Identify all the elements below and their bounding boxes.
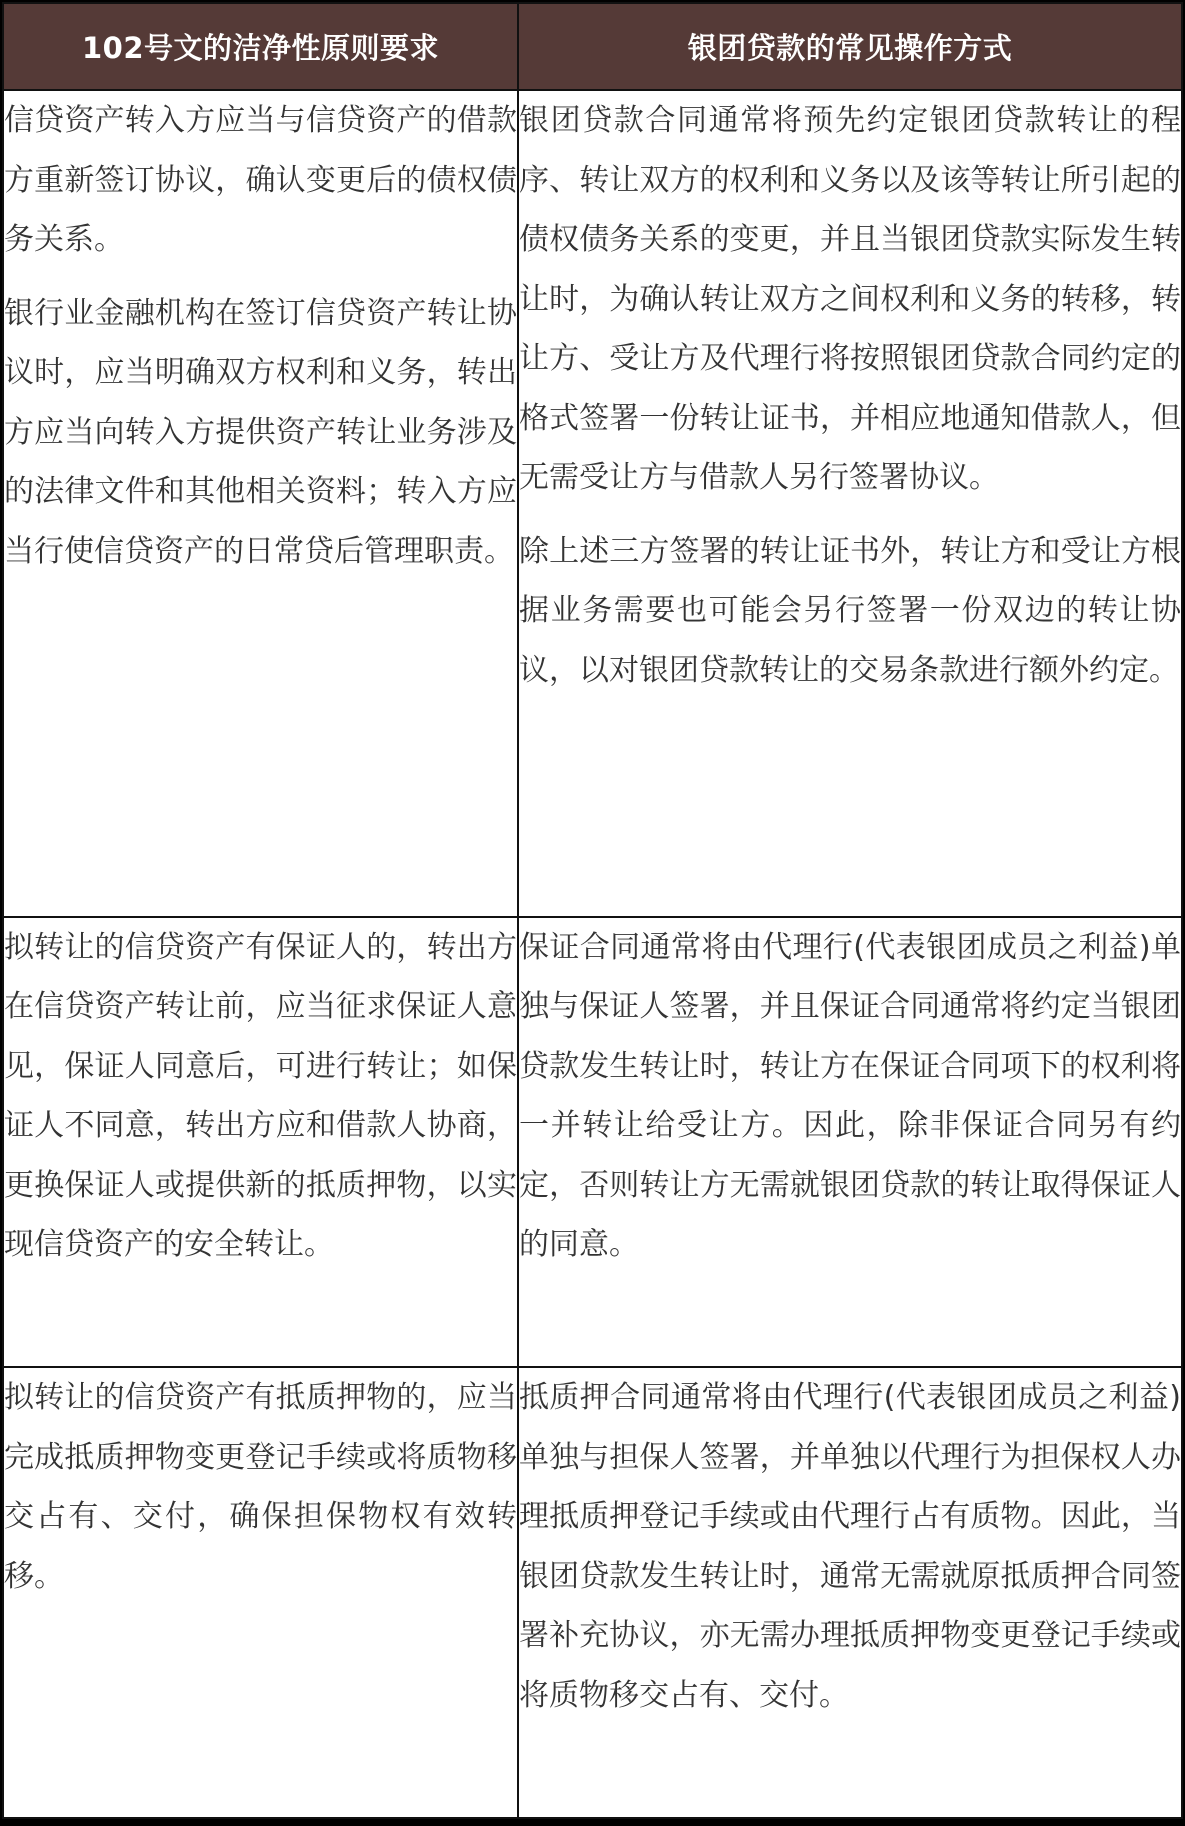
cell-requirement [3,917,518,1368]
paragraph: 除上述三方签署的转让证书外，转让方和受让方根据业务需要也可能会另行签署一份双边的转让协议，以对银团贷款转让的交易条款进行额外约定。 [519,533,1181,688]
comparison-table [2,2,1183,1819]
table-row [3,917,1182,1368]
cell-practice [518,917,1182,1368]
paragraph: 银团贷款合同通常将预先约定银团贷款转让的程序、转让双方的权利和义务以及该等转让所引起的债权债务关系的变更，并且当银团贷款实际发生转让时，为确认转让双方之间权利和义务的转移，转让方、受让方及代理行将按照银团贷款合同约定的格式签署一份转让证书，并相应地通知借款人，但无需受让方与借款人另行签署协议。 [519,103,1181,495]
paragraph: 银行业金融机构在签订信贷资产转让协议时，应当明确双方权利和义务，转出方应当向转入方提供资产转让业务涉及的法律文件和其他相关资料；转入方应当行使信贷资产的日常贷后管理职责。 [4,295,517,569]
cell-practice [518,90,1182,917]
paragraph: 抵质押合同通常将由代理行(代表银团成员之利益)单独与担保人签署，并单独以代理行为担保权人办理抵质押登记手续或由代理行占有质物。因此，当银团贷款发生转让时，通常无需就原抵质押合同签署补充协议，亦无需办理抵质押物变更登记手续或将质物移交占有、交付。 [519,1380,1181,1713]
header-row [3,3,1182,90]
cell-practice [518,1367,1182,1818]
cell-requirement [3,1367,518,1818]
header-cell-requirements: 102号文的洁净性原则要求 [3,3,518,90]
cell-requirement [3,90,518,917]
paragraph: 保证合同通常将由代理行(代表银团成员之利益)单独与保证人签署，并且保证合同通常将约定当银团贷款发生转让时，转让方在保证合同项下的权利将一并转让给受让方。因此，除非保证合同另有约定，否则转让方无需就银团贷款的转让取得保证人的同意。 [519,929,1181,1263]
paragraph: 拟转让的信贷资产有保证人的，转出方在信贷资产转让前，应当征求保证人意见，保证人同意后，可进行转让；如保证人不同意，转出方应和借款人协商，更换保证人或提供新的抵质押物，以实现信贷资产的安全转让。 [4,929,517,1263]
paragraph: 信贷资产转入方应当与信贷资产的借款方重新签订协议，确认变更后的债权债务关系。 [4,103,517,257]
table-row [3,90,1182,917]
header-cell-syndicated-practice: 银团贷款的常见操作方式 [518,3,1182,90]
paragraph: 拟转让的信贷资产有抵质押物的，应当完成抵质押物变更登记手续或将质物移交占有、交付，确保担保物权有效转移。 [4,1380,517,1594]
table-row [3,1367,1182,1818]
